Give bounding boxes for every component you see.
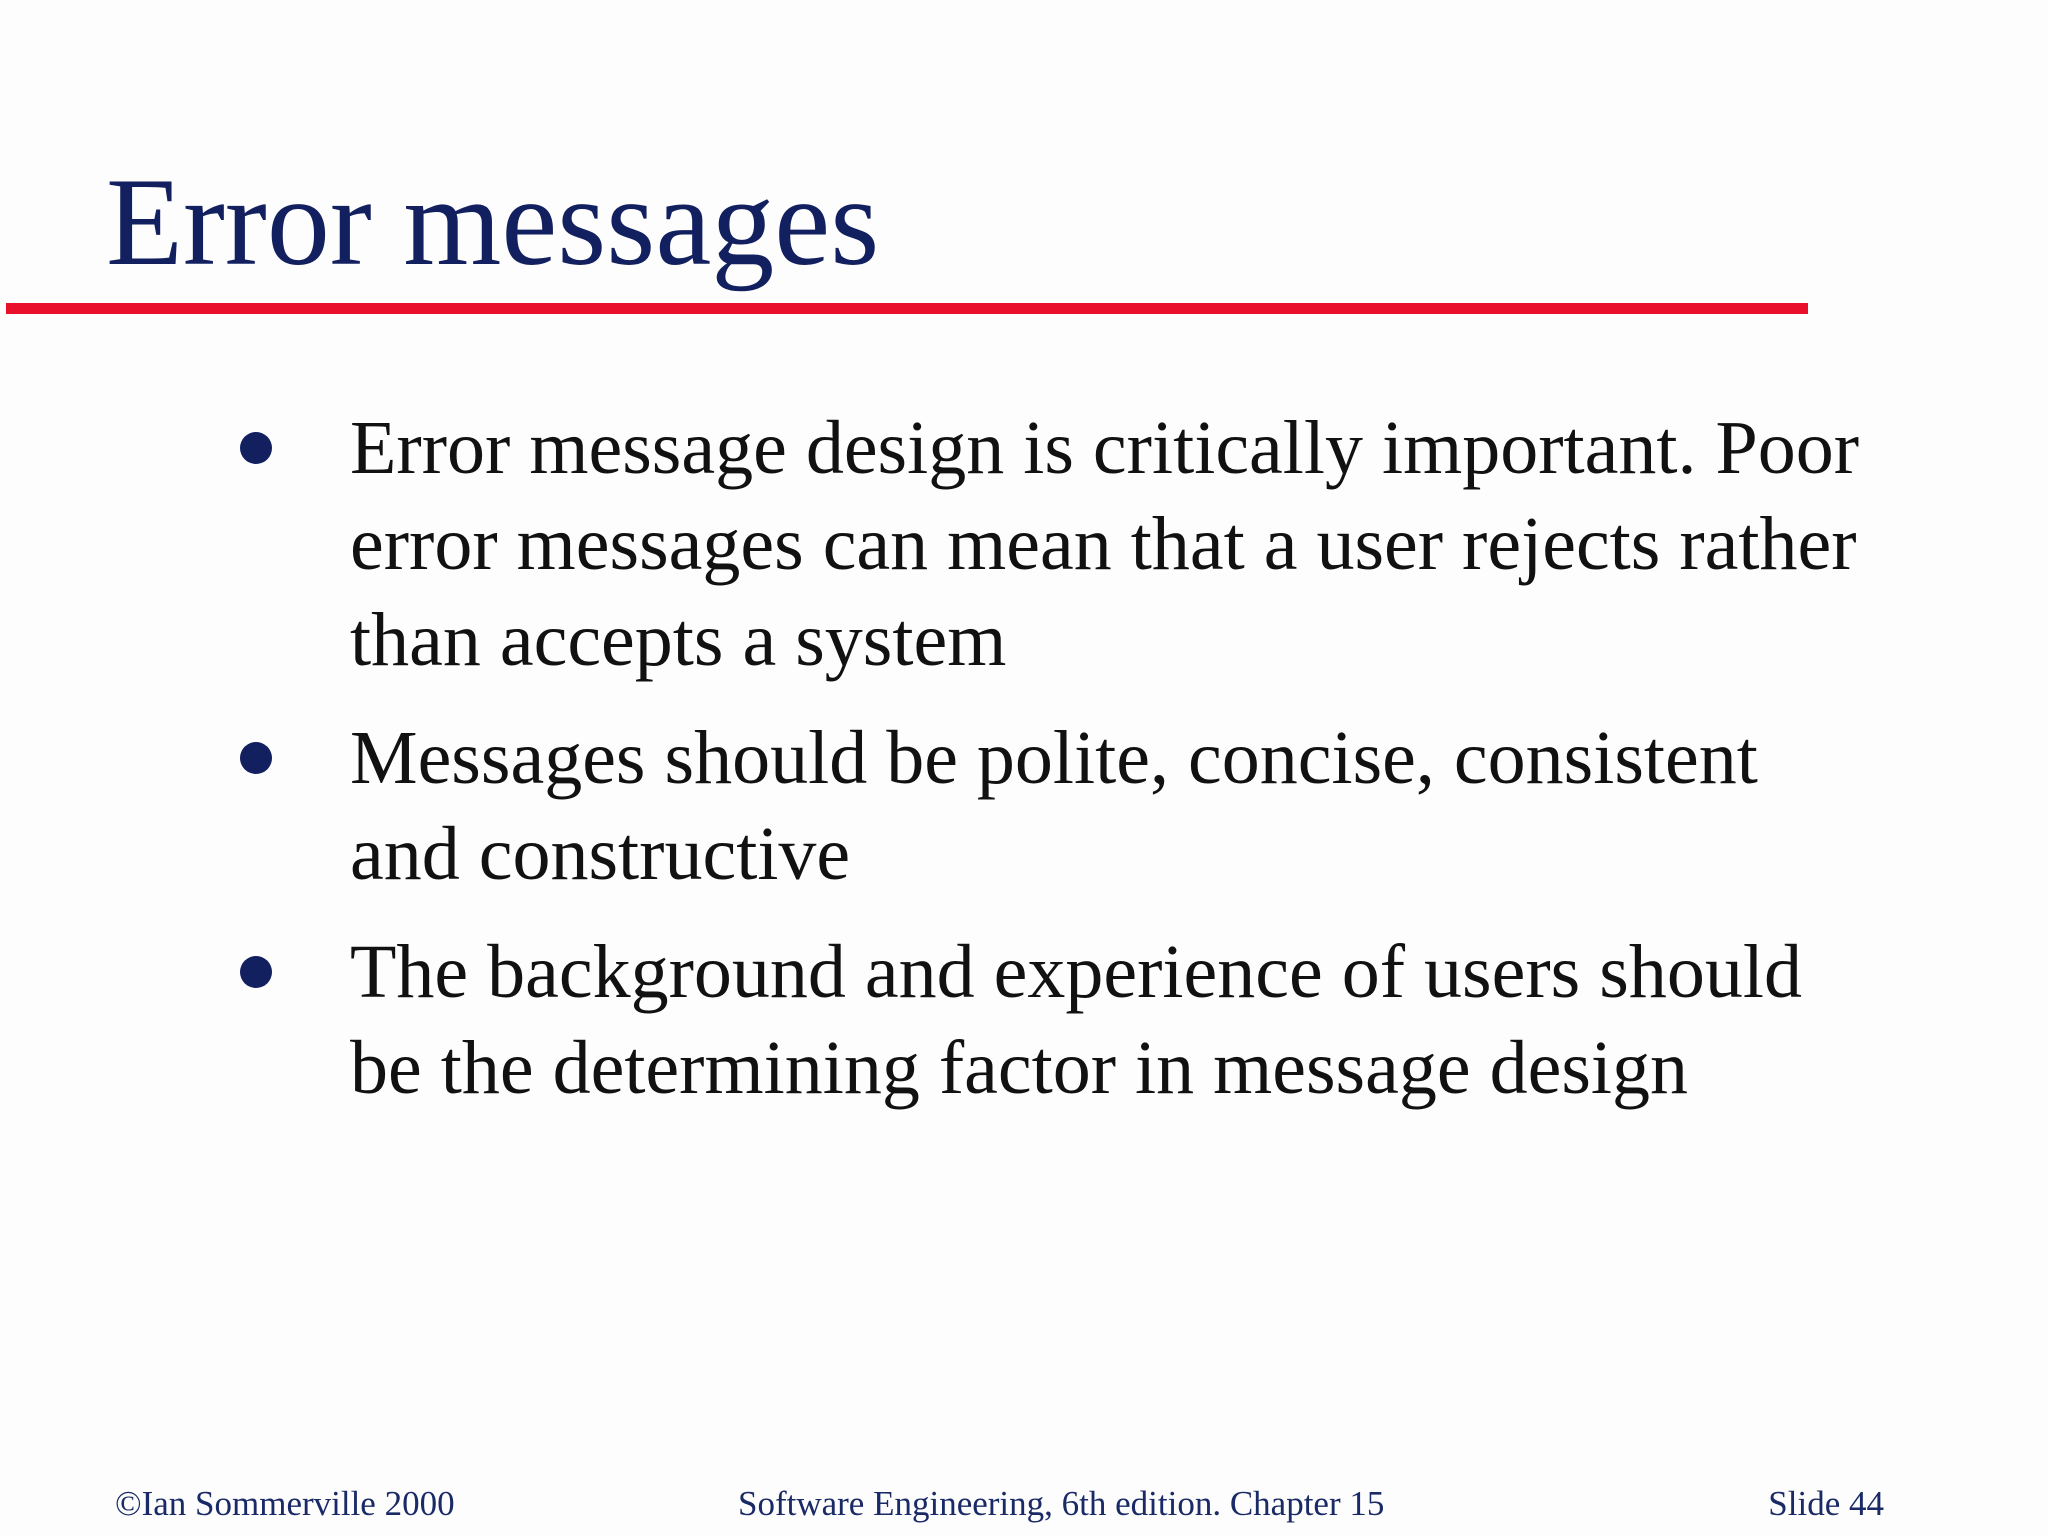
- footer-copyright: ©Ian Sommerville 2000: [115, 1484, 455, 1523]
- bullet-item: [240, 400, 1880, 688]
- bullet-item: [240, 710, 1880, 902]
- bullet-dot-icon: [240, 742, 272, 774]
- bullet-item: [240, 924, 1880, 1116]
- bullet-dot-icon: [240, 956, 272, 988]
- bullet-text: Error message design is critically important. Poor error messages can mean that a user rejects rather than accepts a system: [350, 406, 1860, 682]
- bullet-list: [240, 400, 1880, 1138]
- footer-book-title: Software Engineering, 6th edition. Chapter 15: [738, 1484, 1385, 1523]
- slide-title: Error messages: [106, 153, 880, 292]
- footer-slide-number: Slide 44: [1768, 1484, 1884, 1523]
- bullet-text: The background and experience of users should be the determining factor in message design: [350, 930, 1802, 1110]
- bullet-dot-icon: [240, 432, 272, 464]
- title-underline: [6, 303, 1808, 314]
- bullet-text: Messages should be polite, concise, consistent and constructive: [350, 716, 1758, 896]
